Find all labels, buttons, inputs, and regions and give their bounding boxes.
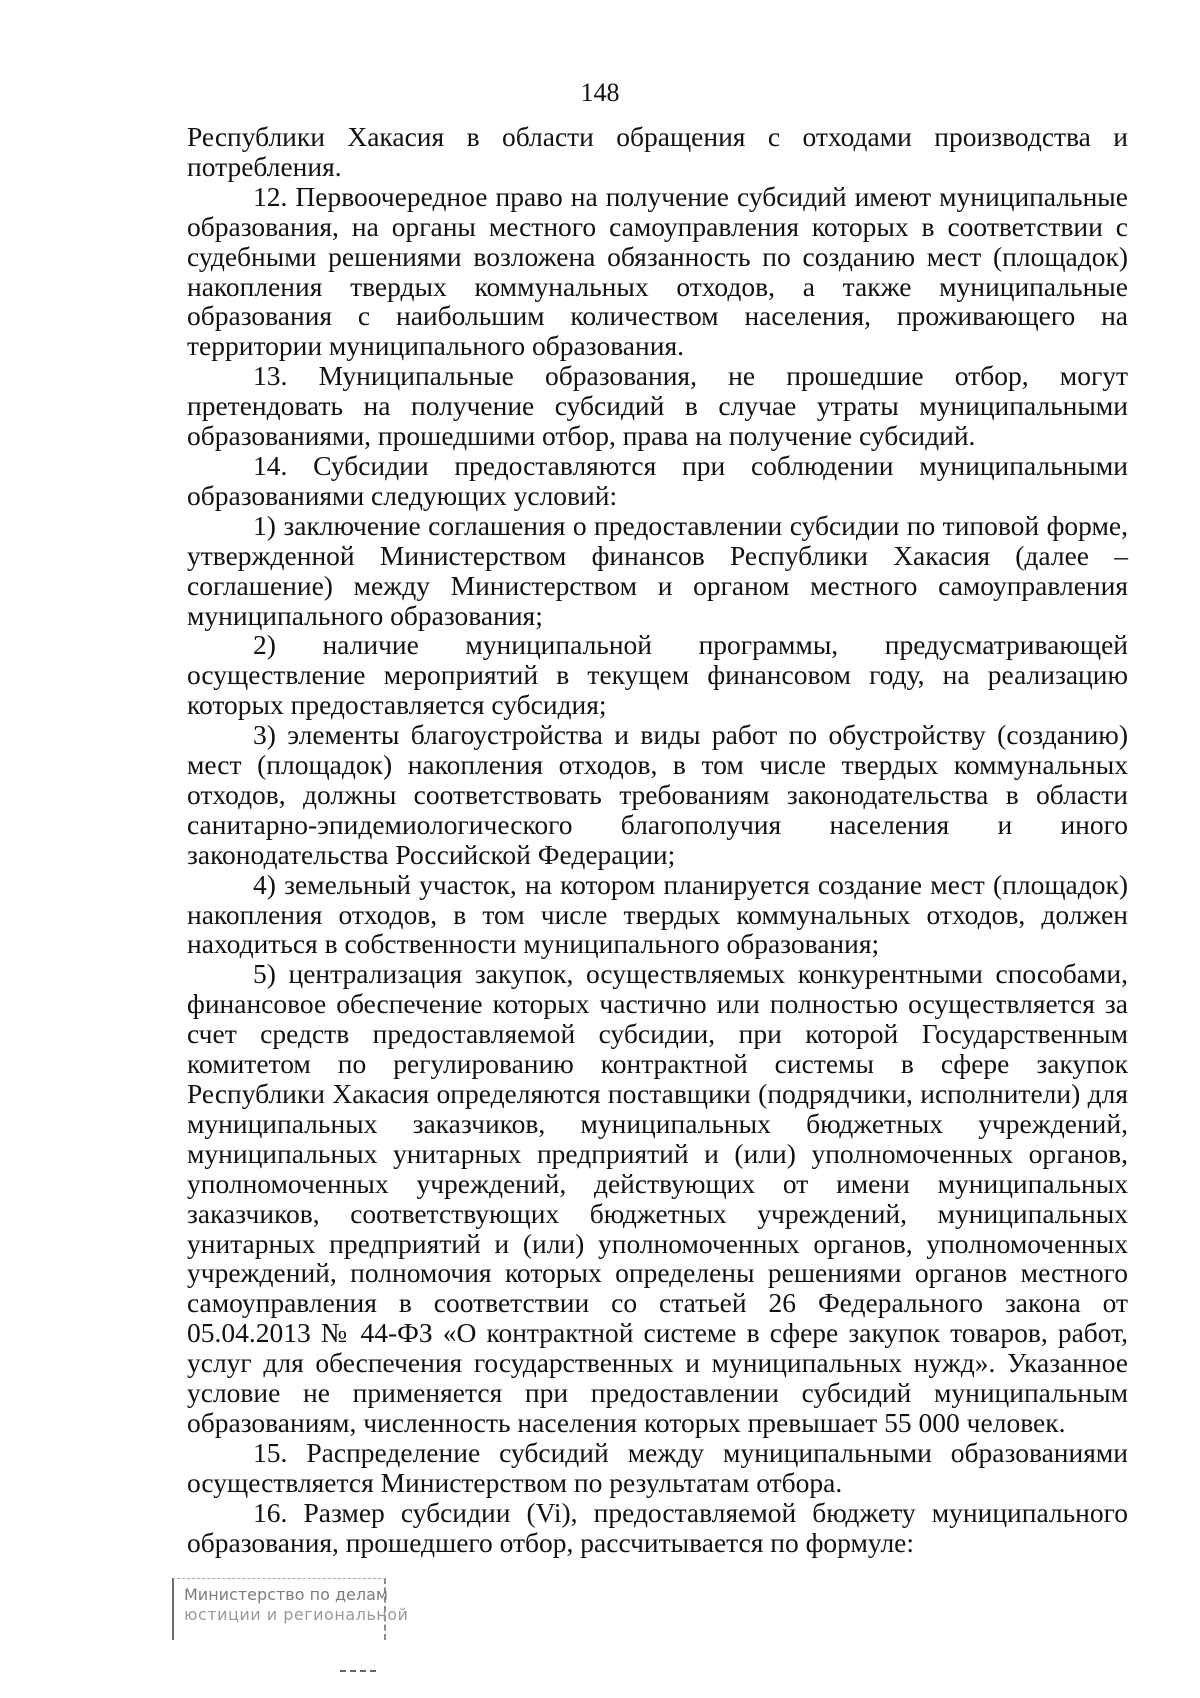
condition-5: 5) централизация закупок, осуществляемых конкурентными способами, финансовое обеспечение которых частично или полностью осуществляется за счет средств предоставляемой субсидии, при которой Государственным комитетом по регулированию контрактной системы в сфере закупок Республики Хакасия определяются поставщики (подрядчики, исполнители) для муниципальных заказчиков, муниципальных бюджетных учреждений, муниципальных унитарных предприятий и (или) уполномоченных органов, уполномоченных учреждений, действующих от имени муниципальных заказчиков, соответствующих бюджетных учреждений, муниципальных унитарных предприятий и (или) уполномоченных органов, уполномоченных учреждений, полномочия которых определены решениями органов местного самоуправления в соответствии со статьей 26 Федерального закона от 05.04.2013 № 44-ФЗ «О контрактной системе в сфере закупок товаров, работ, услуг для обеспечения государственных и муниципальных нужд». Указанное условие не применяется при предоставлении субсидий муниципальным образованиям, численность населения которых превышает 55 000 человек. — [187, 958, 1128, 1438]
condition-1: 1) заключение соглашения о предоставлении субсидии по типовой форме, утвержденной Министерством финансов Республики Хакасия (далее – соглашение) между Министерством и органом местного самоуправления муниципального образования; — [187, 509, 1128, 631]
document-body — [187, 122, 1128, 1558]
stamp-line-1: Министерство по делам — [184, 1585, 388, 1604]
paragraph-16: 16. Размер субсидии (Vi), предоставляемой бюджету муниципального образования, прошедшего отбор, рассчитывается по формуле: — [187, 1496, 1128, 1558]
paragraph-15: 15. Распределение субсидий между муниципальными образованиями осуществляется Министерством по результатам отбора. — [187, 1436, 1128, 1498]
condition-4: 4) земельный участок, на котором планируется создание мест (площадок) накопления отходов, в том числе твердых коммунальных отходов, должен находиться в собственности муниципального образования; — [187, 868, 1128, 960]
paragraph-continuation: Республики Хакасия в области обращения с отходами производства и потребления. — [187, 121, 1128, 182]
condition-3: 3) элементы благоустройства и виды работ по обустройству (созданию) мест (площадок) накопления отходов, в том числе твердых коммунальных отходов, должны соответствовать требованиям законодательства в области санитарно-эпидемиологического благополучия населения и иного законодательства Российской Федерации; — [187, 719, 1128, 870]
registration-stamp — [172, 1578, 409, 1640]
stamp-line-2: юстиции и региональной — [184, 1605, 409, 1624]
condition-2: 2) наличие муниципальной программы, предусматривающей осуществление мероприятий в текущем финансовом году, на реализацию которых предоставляется субсидия; — [187, 629, 1128, 721]
stamp-underline — [340, 1670, 376, 1672]
paragraph-12: 12. Первоочередное право на получение субсидий имеют муниципальные образования, на органы местного самоуправления которых в соответствии с судебными решениями возложена обязанность по созданию мест (площадок) накопления твердых коммунальных отходов, а также муниципальные образования с наибольшим количеством населения, проживающего на территории муниципального образования. — [187, 180, 1128, 362]
paragraph-13: 13. Муниципальные образования, не прошедшие отбор, могут претендовать на получение субсидий в случае утраты муниципальными образованиями, прошедшими отбор, права на получение субсидий. — [187, 360, 1128, 452]
paragraph-14: 14. Субсидии предоставляются при соблюдении муниципальными образованиями следующих условий: — [187, 449, 1128, 511]
page-number: 148 — [580, 78, 620, 107]
